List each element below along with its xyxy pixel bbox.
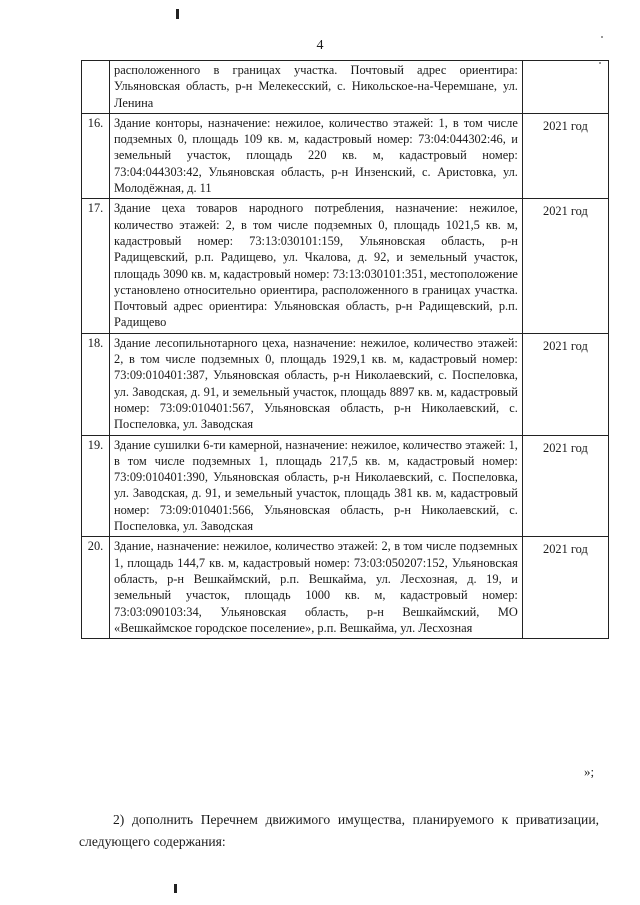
row-year: 2021 год	[522, 113, 608, 198]
scan-mark-top	[176, 9, 179, 19]
page-number: 4	[316, 38, 324, 53]
scan-mark-bottom	[174, 884, 177, 893]
row-number: 20.	[82, 537, 110, 639]
row-description: Здание, назначение: нежилое, количество этажей: 2, в том числе подземных 1, площадь 144,7 кв. м, кадастровый номер: 73:03:050207:152, Ульяновская область, р-н Вешкаймский, р.п. Вешкайма, ул. Лесхозная, д. 19, и земельный участок, площадь 1000 кв. м, кадастровый номер: 73:03:090103:34, Ульяновская область, р-н Вешкаймский, МО «Вешкаймское городское поселение», р.п. Вешкайма, ул. Лесхозная	[110, 537, 523, 639]
table-row	[82, 537, 609, 639]
row-number: 17.	[82, 199, 110, 333]
table-row	[82, 61, 609, 114]
table-row	[82, 113, 609, 198]
row-number: 16.	[82, 113, 110, 198]
row-number: 18.	[82, 333, 110, 435]
table-row	[82, 435, 609, 537]
row-year: 2021 год	[522, 199, 608, 333]
row-number	[82, 61, 110, 114]
row-description: Здание цеха товаров народного потребления, назначение: нежилое, количество этажей: 2, в том числе подземных 0, площадь 1021,5 кв. м, кадастровый номер: 73:13:030101:159, Ульяновская область, р-н Радищевский, р.п. Радищево, ул. Чкалова, д. 92, и земельный участок, площадь 3090 кв. м, кадастровый номер: 73:13:030101:351, местоположение установлено относительно ориентира, расположенного в границах участка. Почтовый адрес ориентира: Ульяновская область, р-н Радищевский, р.п. Радищево	[110, 199, 523, 333]
row-year: 2021 год	[522, 333, 608, 435]
row-number: 19.	[82, 435, 110, 537]
body-paragraph: 2) дополнить Перечнем движимого имущества, планируемого к приватизации, следующего содержания:	[79, 812, 599, 849]
row-description: Здание сушилки 6-ти камерной, назначение: нежилое, количество этажей: 1, в том числе подземных 1, площадь 217,5 кв. м, кадастровый номер: 73:09:010401:390, Ульяновская область, р-н Николаевский, с. Поспеловка, ул. Заводская, д. 91, и земельный участок, площадь 381 кв. м, кадастровый номер: 73:09:010401:566, Ульяновская область, р-н Николаевский, с. Поспеловка, ул. Заводская	[110, 435, 523, 537]
row-description: Здание конторы, назначение: нежилое, количество этажей: 1, в том числе подземных 0, площадь 109 кв. м, кадастровый номер: 73:04:044302:46, и земельный участок, площадь 220 кв. м, кадастровый номер: 73:04:044303:42, Ульяновская область, р-н Инзенский, с. Аристовка, ул. Молодёжная, д. 11	[110, 113, 523, 198]
property-table	[81, 60, 609, 639]
closing-quote-mark: »;	[584, 764, 595, 779]
table-row	[82, 199, 609, 333]
row-year	[522, 61, 608, 114]
table-row	[82, 333, 609, 435]
row-description: Здание лесопильнотарного цеха, назначение: нежилое, количество этажей: 2, в том числе подземных 0, площадь 1929,1 кв. м, кадастровый номер: 73:09:010401:387, Ульяновская область, р-н Николаевский, с. Поспеловка, ул. Заводская, д. 91, и земельный участок, площадь 8897 кв. м, кадастровый номер: 73:09:010401:567, Ульяновская область, р-н Николаевский, с. Поспеловка, ул. Заводская	[110, 333, 523, 435]
row-year: 2021 год	[522, 537, 608, 639]
row-year: 2021 год	[522, 435, 608, 537]
row-description: расположенного в границах участка. Почтовый адрес ориентира: Ульяновская область, р-н Мелекесский, с. Никольское-на-Черемшане, ул. Ленина	[110, 61, 523, 114]
